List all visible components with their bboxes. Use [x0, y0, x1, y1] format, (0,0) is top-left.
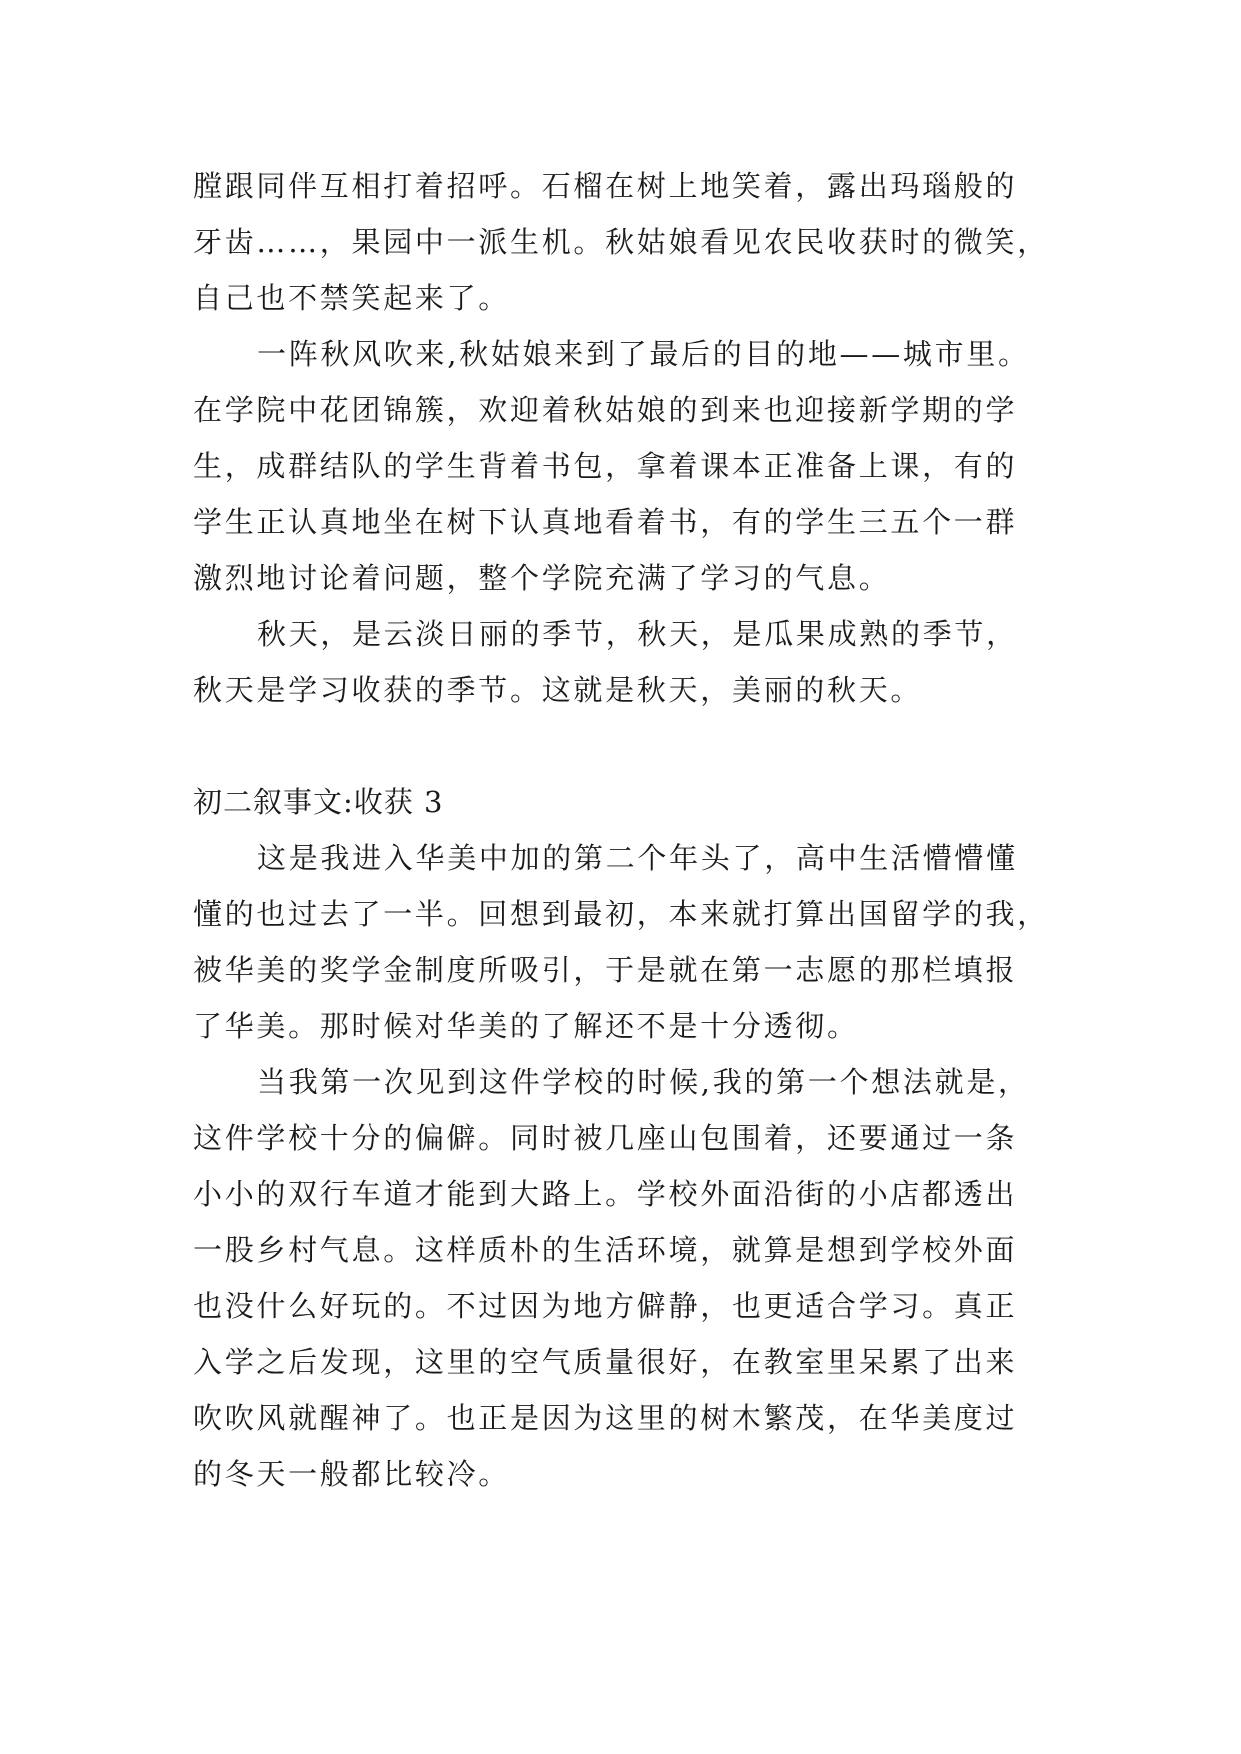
paragraph-line: 牙齿……，果园中一派生机。秋姑娘看见农民收获时的微笑，: [193, 225, 1049, 259]
paragraph-line: 一股乡村气息。这样质朴的生活环境，就算是想到学校外面: [193, 1233, 1018, 1267]
paragraph: [193, 1054, 1055, 1502]
paragraph-line: 秋天是学习收获的季节。这就是秋天，美丽的秋天。: [193, 673, 923, 707]
paragraph-line: 自己也不禁笑起来了。: [193, 281, 511, 315]
paragraph-line: 这件学校十分的偏僻。同时被几座山包围着，还要通过一条: [193, 1121, 1018, 1155]
paragraph: [193, 158, 1055, 326]
paragraph-line: 膛跟同伴互相打着招呼。石榴在树上地笑着，露出玛瑙般的: [193, 169, 1018, 203]
paragraph-line: 了华美。那时候对华美的了解还不是十分透彻。: [193, 1009, 859, 1043]
section-title: 初二叙事文:收获 3: [193, 785, 444, 819]
paragraph-line: 被华美的奖学金制度所吸引，于是就在第一志愿的那栏填报: [193, 953, 1018, 987]
paragraph-line: 激烈地讨论着问题，整个学院充满了学习的气息。: [193, 561, 891, 595]
paragraph-line: 吹吹风就醒神了。也正是因为这里的树木繁茂，在华美度过: [193, 1401, 1018, 1435]
paragraph-line: 入学之后发现，这里的空气质量很好，在教室里呆累了出来: [193, 1345, 1018, 1379]
paragraph: [193, 606, 1055, 718]
document-page: [193, 158, 1055, 1502]
paragraph-line: 学生正认真地坐在树下认真地看着书，有的学生三五个一群: [193, 505, 1018, 539]
paragraph: [193, 830, 1055, 1054]
paragraph-first-line: 当我第一次见到这件学校的时候,我的第一个想法就是，: [257, 1065, 1030, 1099]
paragraph-line: 也没什么好玩的。不过因为地方僻静，也更适合学习。真正: [193, 1289, 1018, 1323]
paragraph-line: 在学院中花团锦簇，欢迎着秋姑娘的到来也迎接新学期的学: [193, 393, 1018, 427]
paragraph-line: 懂的也过去了一半。回想到最初，本来就打算出国留学的我，: [193, 897, 1049, 931]
paragraph-first-line: 这是我进入华美中加的第二个年头了，高中生活懵懵懂: [257, 841, 1018, 875]
paragraph-line: 小小的双行车道才能到大路上。学校外面沿街的小店都透出: [193, 1177, 1018, 1211]
blank-line: [193, 718, 1055, 774]
paragraph-first-line: 一阵秋风吹来,秋姑娘来到了最后的目的地——城市里。: [257, 337, 1030, 371]
paragraph: [193, 326, 1055, 606]
paragraph-line: 生，成群结队的学生背着书包，拿着课本正准备上课，有的: [193, 449, 1018, 483]
paragraph-line: 的冬天一般都比较冷。: [193, 1457, 511, 1491]
paragraph-first-line: 秋天，是云淡日丽的季节，秋天，是瓜果成熟的季节，: [257, 617, 1018, 651]
